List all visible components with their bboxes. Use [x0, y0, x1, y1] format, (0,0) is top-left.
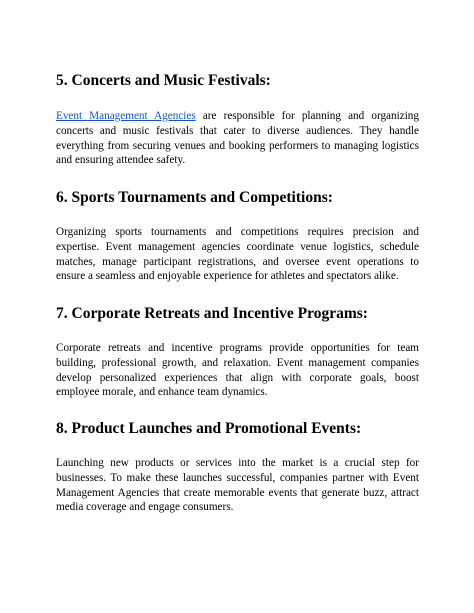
section-paragraph: [56, 109, 419, 168]
paragraph-text: are responsible for planning and organizing concerts and music festivals that cater to diverse audiences. They handle everything from securing venues and booking performers to managing logistics and ensuring attendee safety.: [56, 110, 419, 167]
event-management-agencies-link[interactable]: Event Management Agencies: [56, 110, 196, 122]
section-paragraph: Organizing sports tournaments and competitions requires precision and expertise. Event management agencies coordinate venue logistics, schedule matches, manage participant registrations, and oversee event operations to ensure a seamless and enjoyable experience for athletes and spectators alike.: [56, 226, 419, 283]
section-heading: 8. Product Launches and Promotional Events:: [56, 420, 362, 437]
section-heading: 7. Corporate Retreats and Incentive Programs:: [56, 305, 368, 322]
section-paragraph: Corporate retreats and incentive programs provide opportunities for team building, professional growth, and relaxation. Event management companies develop personalized experiences that align with corporate goals, boost employee morale, and enhance team dynamics.: [56, 342, 419, 399]
section-heading: 5. Concerts and Music Festivals:: [56, 72, 271, 89]
section-heading: 6. Sports Tournaments and Competitions:: [56, 189, 333, 206]
section-paragraph: Launching new products or services into the market is a crucial step for businesses. To make these launches successful, companies partner with Event Management Agencies that create memorable events that generate buzz, attract media coverage and engage consumers.: [56, 457, 419, 514]
